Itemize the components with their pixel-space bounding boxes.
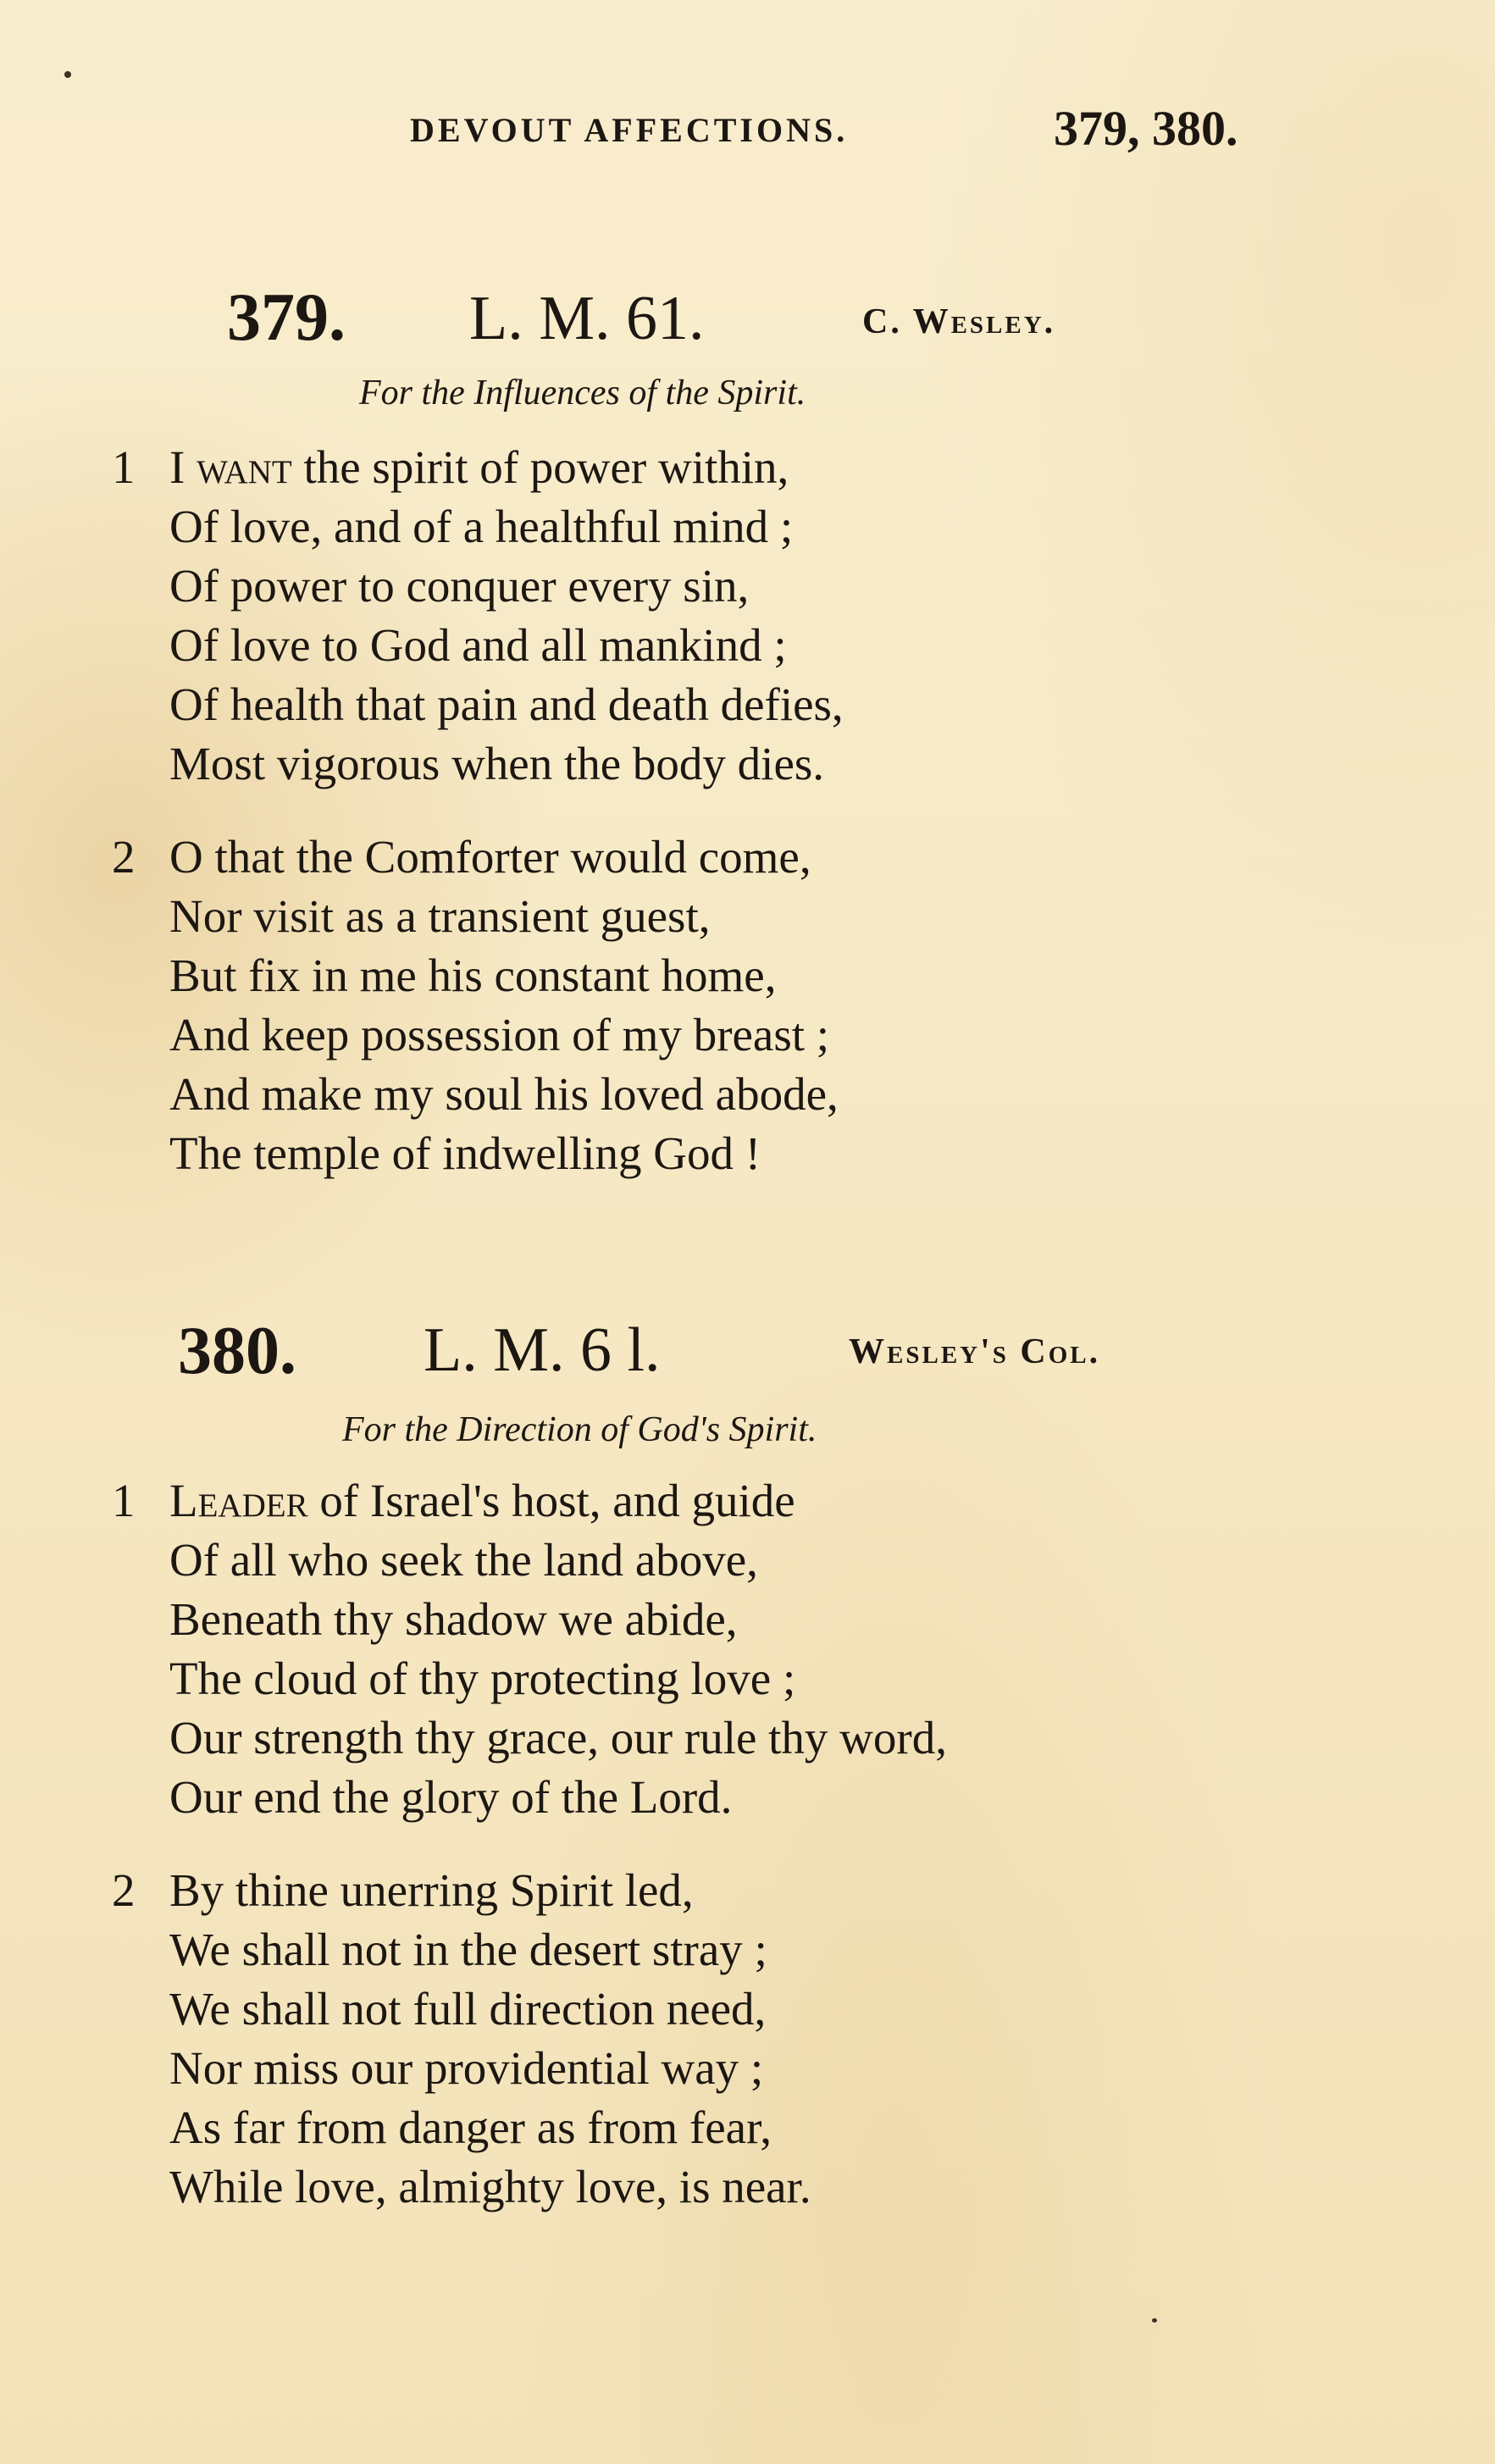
hymn-subtitle: For the Direction of God's Spirit. <box>342 1410 817 1449</box>
verse-line-text: of Israel's host, and guide <box>307 1475 795 1526</box>
verse-line-text: the spirit of power within, <box>291 441 789 493</box>
running-head: DEVOUT AFFECTIONS. <box>410 111 849 149</box>
verse-line: By thine unerring Spirit led, <box>169 1864 694 1916</box>
verse-line: And make my soul his loved abode, <box>169 1068 839 1120</box>
verse-line: Our end the glory of the Lord. <box>169 1771 733 1823</box>
hymn-metre: L. M. 6 l. <box>424 1315 661 1385</box>
page-numbers: 379, 380. <box>1054 101 1238 156</box>
hymn-subtitle: For the Influences of the Spirit. <box>359 374 806 413</box>
verse-line <box>169 1474 795 1527</box>
verse-line: O that the Comforter would come, <box>169 831 811 883</box>
verse-line: Of health that pain and death defies, <box>169 678 844 730</box>
verse-number: 1 <box>112 441 136 493</box>
verse-line: Nor miss our providential way ; <box>169 2042 764 2094</box>
verse-line: Beneath thy shadow we abide, <box>169 1593 738 1645</box>
verse-line: Of power to conquer every sin, <box>169 560 750 612</box>
verse-line: While love, almighty love, is near. <box>169 2161 811 2212</box>
hymn-number: 379. <box>227 280 346 355</box>
verse-number: 2 <box>112 831 136 883</box>
verse-line: Of love to God and all mankind ; <box>169 619 787 671</box>
hymn-number: 380. <box>178 1314 296 1388</box>
verse-line: Nor visit as a transient guest, <box>169 890 711 942</box>
hymn-author: Wesley's Col. <box>849 1332 1101 1371</box>
verse-line <box>169 440 789 494</box>
ink-speck <box>1152 2318 1157 2323</box>
verse-line: Of all who seek the land above, <box>169 1534 758 1586</box>
verse-line: The cloud of thy protecting love ; <box>169 1653 796 1704</box>
verse-line: Most vigorous when the body dies. <box>169 738 825 789</box>
verse-line: But fix in me his constant home, <box>169 950 777 1001</box>
verse-first-word: Leader <box>169 1475 308 1526</box>
verse-number: 1 <box>112 1475 136 1526</box>
verse-line: As far from danger as from fear, <box>169 2101 772 2153</box>
verse-line: We shall not full direction need, <box>169 1983 767 2035</box>
verse-line: We shall not in the desert stray ; <box>169 1924 767 1975</box>
verse-line: And keep possession of my breast ; <box>169 1009 830 1060</box>
verse-line: Our strength thy grace, our rule thy word, <box>169 1712 947 1764</box>
verse-first-word: I want <box>169 441 292 493</box>
ink-speck <box>64 71 71 78</box>
verse-line: Of love, and of a healthful mind ; <box>169 501 794 552</box>
verse-number: 2 <box>112 1864 136 1916</box>
hymn-author: C. Wesley. <box>862 302 1056 341</box>
hymn-metre: L. M. 61. <box>469 284 705 353</box>
verse-line: The temple of indwelling God ! <box>169 1127 761 1179</box>
